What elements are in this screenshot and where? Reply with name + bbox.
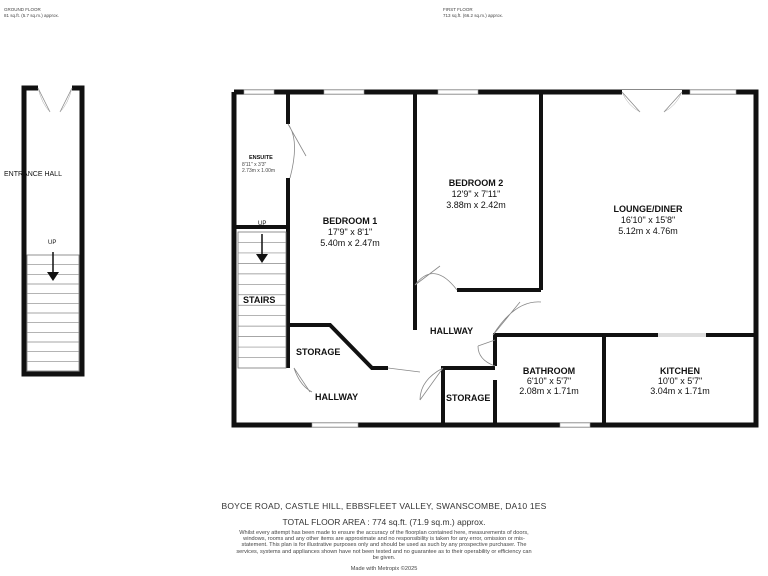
bedroom2-label: BEDROOM 2 (448, 178, 504, 188)
bedroom1-metric: 5.40m x 2.47m (320, 238, 380, 248)
bathroom-imperial: 6'10" x 5'7" (526, 376, 572, 386)
first-floor-title: FIRST FLOOR (443, 7, 473, 12)
first-floor-plan (234, 90, 756, 427)
disclaimer: Whilst every attempt has been made to ensure the accuracy of the floorplan contained here, measurements of doors, windows, rooms and any other items are approximate and no responsibility is taken for any error, omission or mis-statement. This plan is for illustrative purposes only and should be used as such by any prospective purchaser. The services, systems and appliances shown have not been tested and no guarantee as to their operability or efficiency can be given. (236, 530, 532, 561)
first-up-label: UP (258, 221, 267, 227)
storage-left-label: STORAGE (296, 347, 341, 357)
hallway-upper-label: HALLWAY (430, 326, 474, 336)
ground-stairs-arrowhead (47, 272, 59, 281)
bedroom2-imperial: 12'9" x 7'11" (451, 189, 501, 199)
storage-right-label: STORAGE (446, 393, 491, 403)
ensuite-label: ENSUITE (249, 155, 273, 161)
lounge-label: LOUNGE/DINER (613, 204, 683, 214)
kitchen-imperial: 10'0" x 5'7" (657, 376, 703, 386)
ground-floor-area: 81 sq.ft. (5.7 sq.m.) approx. (4, 13, 60, 18)
ground-floor-plan (4, 88, 82, 374)
ground-floor-title: GROUND FLOOR (4, 7, 41, 12)
ensuite-imperial: 8'11" x 3'3" (242, 162, 267, 168)
first-stairs-arrowhead (256, 254, 268, 263)
kitchen-label: KITCHEN (660, 366, 700, 376)
ground-up-label: UP (48, 240, 57, 246)
bedroom1-label: BEDROOM 1 (322, 216, 378, 226)
lounge-imperial: 16'10" x 15'8" (620, 215, 676, 225)
first-floor-area: 713 sq.ft. (66.2 sq.m.) approx. (443, 13, 504, 18)
bedroom2-metric: 3.88m x 2.42m (446, 200, 506, 210)
bathroom-label: BATHROOM (522, 366, 576, 376)
entrance-door (38, 88, 50, 112)
made-with-credit: Made with Metropix ©2025 (350, 566, 418, 572)
bathroom-metric: 2.08m x 1.71m (519, 386, 579, 396)
hallway-lower-label: HALLWAY (315, 392, 359, 402)
property-address: BOYCE ROAD, CASTLE HILL, EBBSFLEET VALLEY, SWANSCOMBE, DA10 1ES (221, 501, 547, 511)
entrance-hall-label: ENTRANCE HALL (4, 171, 62, 178)
bedroom1-imperial: 17'9" x 8'1" (327, 227, 373, 237)
kitchen-metric: 3.04m x 1.71m (650, 386, 710, 396)
ensuite-metric: 2.73m x 1.00m (242, 168, 276, 174)
lounge-french-door-gap (622, 90, 682, 95)
ground-floor-walls (24, 88, 82, 374)
lounge-metric: 5.12m x 4.76m (618, 226, 678, 236)
total-floor-area: TOTAL FLOOR AREA : 774 sq.ft. (71.9 sq.m.) approx. (282, 517, 486, 527)
stairs-label: STAIRS (243, 295, 276, 305)
entrance-door (60, 88, 72, 112)
